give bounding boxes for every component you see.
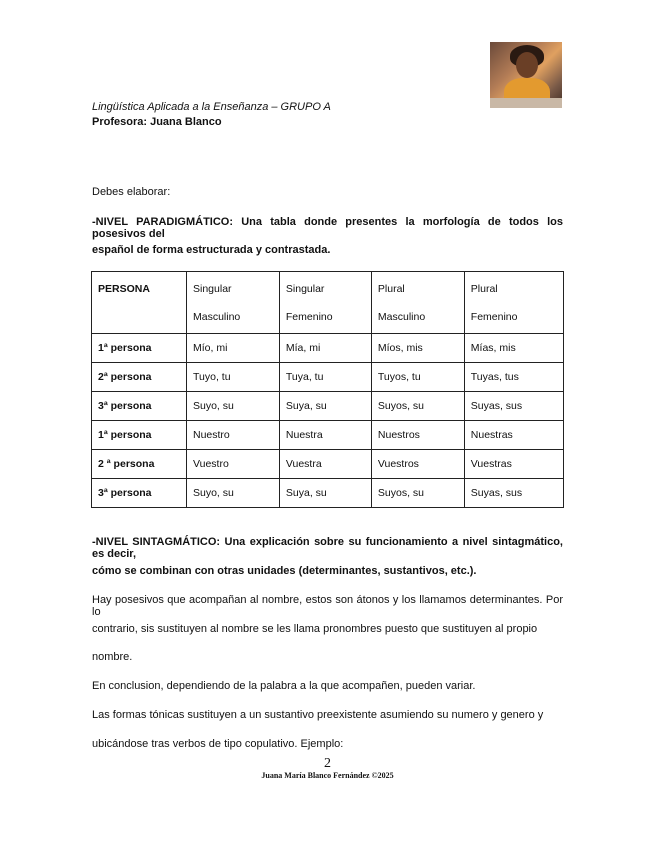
header-cell: [371, 272, 464, 334]
body-p3-line2: ubicándose tras verbos de tipo copulativo. Ejemplo:: [92, 738, 344, 750]
table-cell: Mías, mis: [464, 334, 563, 363]
syntagm-text-1: Una explicación sobre su funcionamiento a nivel sintagmático, es decir,: [92, 536, 563, 560]
body-p1-line2: contrario, sis sustituyen al nombre se les llama pronombres puesto que sustituyen al propio: [92, 623, 538, 635]
table-row: [92, 363, 564, 392]
teacher-name: Profesora: Juana Blanco: [92, 116, 222, 128]
header-line2: Masculino: [377, 311, 426, 323]
paradigm-line-2: [92, 244, 563, 256]
table-cell: Suyo, su: [187, 479, 280, 508]
syntagm-line-2: [92, 565, 563, 577]
table-cell: Nuestra: [279, 421, 371, 450]
intro-text: Debes elaborar:: [92, 186, 171, 198]
table-cell: 1ª persona: [92, 334, 187, 363]
table-row: [92, 392, 564, 421]
table-cell: Suyo, su: [187, 392, 280, 421]
header-line2: Masculino: [193, 311, 241, 323]
table-cell: Suya, su: [279, 392, 371, 421]
possessives-table: [91, 271, 564, 508]
table-cell: 3ª persona: [92, 392, 187, 421]
header-cell: [464, 272, 563, 334]
photo-desk: [490, 98, 562, 108]
student-photo: [490, 42, 562, 108]
table-cell: Tuyos, tu: [371, 363, 464, 392]
table-header-row: [92, 272, 564, 334]
table-cell: Mía, mi: [279, 334, 371, 363]
table-cell: Tuya, tu: [279, 363, 371, 392]
body-p1-line1: Hay posesivos que acompañan al nombre, estos son átonos y los llamamos determinantes. Por lo: [92, 594, 563, 618]
header-line2: Femenino: [285, 311, 333, 323]
table-cell: Vuestro: [187, 450, 280, 479]
header-cell: [187, 272, 280, 334]
course-title: Lingüística Aplicada a la Enseñanza – GRUPO A: [92, 101, 331, 113]
syntagm-text-2: cómo se combinan con otras unidades (determinantes, sustantivos, etc.).: [92, 565, 477, 577]
table-cell: 1ª persona: [92, 421, 187, 450]
table-cell: Suyas, sus: [464, 479, 563, 508]
footer-copyright: Juana María Blanco Fernández ©2025: [261, 771, 394, 780]
header-line2: Femenino: [470, 311, 518, 323]
header-line1: Singular: [285, 283, 325, 295]
table-cell: Vuestra: [279, 450, 371, 479]
body-p1-line3: nombre.: [92, 651, 133, 663]
table-cell: Vuestros: [371, 450, 464, 479]
table-cell: Nuestros: [371, 421, 464, 450]
page-number: 2: [324, 756, 331, 771]
table-cell: Suya, su: [279, 479, 371, 508]
body-p3-line1: Las formas tónicas sustituyen a un sustantivo preexistente asumiendo su numero y genero y: [92, 709, 544, 721]
syntagm-label: -NIVEL SINTAGMÁTICO:: [92, 536, 221, 548]
header-line1: Plural: [470, 283, 498, 295]
table-cell: Nuestras: [464, 421, 563, 450]
table-cell: Míos, mis: [371, 334, 464, 363]
header-line1: PERSONA: [98, 283, 150, 295]
syntagm-line-1: [92, 536, 563, 560]
table-row: [92, 479, 564, 508]
table-cell: 2 ª persona: [92, 450, 187, 479]
paradigm-text-2: español de forma estructurada y contrastada.: [92, 244, 331, 256]
header-line1: Singular: [193, 283, 232, 295]
table-cell: Mío, mi: [187, 334, 280, 363]
table-row: [92, 450, 564, 479]
table-cell: Suyas, sus: [464, 392, 563, 421]
table-cell: 3ª persona: [92, 479, 187, 508]
table-row: [92, 334, 564, 363]
table-row: [92, 421, 564, 450]
table-cell: Nuestro: [187, 421, 280, 450]
table-cell: Tuyas, tus: [464, 363, 563, 392]
table-cell: 2ª persona: [92, 363, 187, 392]
paradigm-label: -NIVEL PARADIGMÁTICO:: [92, 216, 234, 228]
header-cell: [279, 272, 371, 334]
body-p2: En conclusion, dependiendo de la palabra a la que acompañen, pueden variar.: [92, 680, 476, 692]
header-cell: [92, 272, 187, 334]
table-cell: Suyos, su: [371, 479, 464, 508]
photo-face: [516, 52, 538, 78]
table-cell: Suyos, su: [371, 392, 464, 421]
header-line1: Plural: [377, 283, 405, 295]
table-cell: Tuyo, tu: [187, 363, 280, 392]
paradigm-line-1: [92, 216, 563, 240]
paradigm-text-1: Una tabla donde presentes la morfología de todos los posesivos del: [92, 216, 563, 240]
table-cell: Vuestras: [464, 450, 563, 479]
